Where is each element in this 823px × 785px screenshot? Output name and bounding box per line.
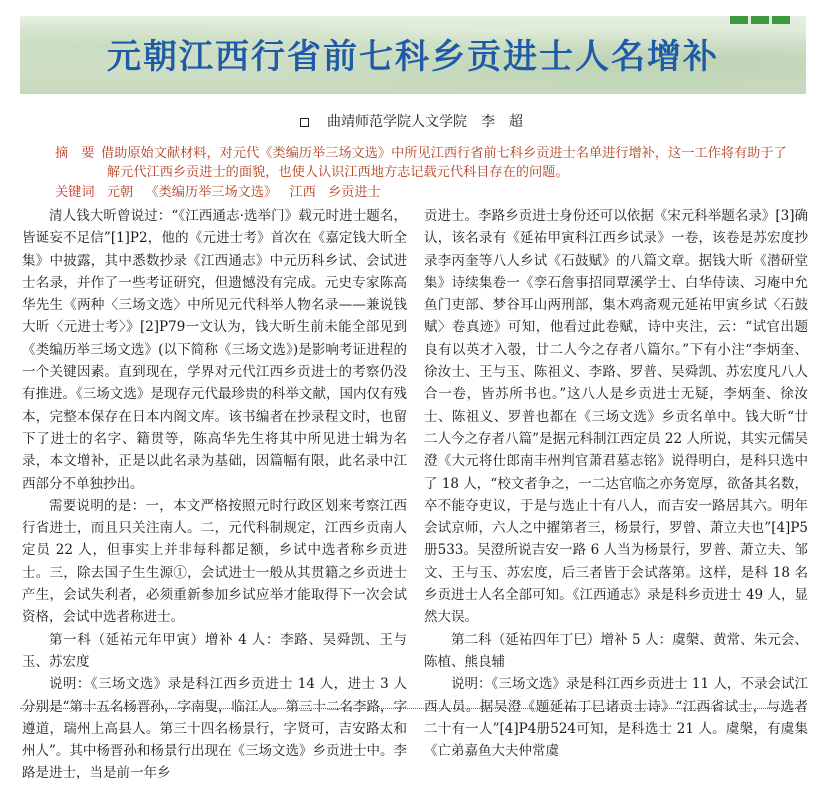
paragraph: 清人钱大昕曾说过：“《江西通志·选举门》载元时进士题名，皆诞妄不足信”[1]P2，他的《元进士考》首次在《嘉定钱大昕全集》中披露，其中悉数抄录《江西通志》中元历科乡试、会试进士名录，并作了一些考证研究，但遗憾没有完成。元史专家陈高华先生《两种〈三场文选〉中所见元代科举人物名录——兼说钱大昕〈元进士考〉》[2]P79一文认为，钱大昕生前未能全部见到《类编历举三场文选》(以下简称《三场文选》)是影响考证进程的一个关键因素。直到现在，学界对元代江西乡贡进士的考察仍没有推进。《三场文选》是现存元代最珍贵的科举文献，国内仅有残本，完整本保存在日本内阁文库。该书编者在抄录程文时，也留下了进士的名字、籍贯等，陈高华先生将其中所见进士辑为名录，本文增补，正是以此名录为基础，因篇幅有限，此名录中江西部分不单独抄出。 bbox=[22, 208, 407, 492]
keyword: 乡贡进士 bbox=[328, 185, 381, 200]
page-divider bbox=[20, 708, 806, 709]
keywords bbox=[55, 181, 389, 200]
title-banner bbox=[20, 16, 806, 94]
square-bullet-icon bbox=[300, 118, 309, 127]
author-text: 曲靖师范学院人文学院 李 超 bbox=[327, 114, 523, 130]
banner-decoration bbox=[730, 16, 790, 24]
paragraph: 需要说明的是：一，本文严格按照元时行政区划来考察江西行省进士，而且只关注南人。二，元代科制规定，江西乡贡南人定员 22 人，但事实上并非每科都足额，乡试中选者称乡贡进士。三，除去国子生生源①，会试进士一般从其贯籍之乡贡进士产生，会试失利者，必须重新参加乡试应举才能取得下一次会试资格，会试中选者称进士。 bbox=[22, 497, 407, 626]
left-column bbox=[22, 205, 407, 785]
abstract bbox=[55, 144, 795, 182]
section-heading: 第二科（延祐四年丁巳）增补 5 人：虞槃、黄常、朱元会、陈植、熊良辅 bbox=[424, 631, 808, 670]
paper-title: 元朝江西行省前七科乡贡进士人名增补 bbox=[107, 37, 719, 77]
author-line bbox=[0, 111, 823, 131]
keywords-label: 关键词 bbox=[55, 185, 95, 200]
paragraph: 贡进士。李路乡贡进士身份还可以依据《宋元科举题名录》[3]确认，该名录有《延祐甲寅科江西乡试录》一卷，该卷是苏宏度抄录李丙奎等八人乡试《石鼓赋》的八篇文章。据钱大昕《潜研堂集》诗续集卷一《孪石詹事招同覃溪学士、白华侍读、习庵中允鱼门吏部、梦谷耳山两刑部，集木鸡斋观元延祐甲寅乡试〈石鼓赋〉卷真迹》可知，他看过此卷赋，诗中夹注，云：“试官出题良有以英才入彀，廿二人今之存者八篇尔。”下有小注“李炳奎、徐汝士、王与玉、陈祖义、李路、罗普、吴舜凯、苏宏度凡八人合一卷，皆苏所书也。”这八人是乡贡进士无疑，李炳奎、徐汝士、陈祖义、罗普也都在《三场文选》乡贡名单中。钱大昕“廿二人今之存者八篇”是据元科制江西定员 22 人所说，其实元儒吴澄《大元将仕郎南丰州判官萧君墓志铭》说得明白，是科只选中了 18 人，“校文者争之，一二达官临之亦务宽厚，欲备其名数，卒不能夺吏议，于是与选止十有八人，而吉安一路居其六。明年会试京师，六人之中擢第者三，杨景行，罗曾、萧立夫也”[4]P5册533。吴澄所说吉安一路 6 人当为杨景行，罗普、萧立夫、邹文、王与玉、苏宏度，后三者皆于会试落第。这样，是科 18 名乡贡进士人名全部可知。《江西通志》录是科乡贡进士 49 人，显然大误。 bbox=[424, 208, 808, 626]
paragraph: 说明：《三场文选》录是科江西乡贡进士 14 人，进士 3 人分别是“第十五名杨晋孙，字南叟，临江人。第三十二名李路，字遵道，瑞州上高县人。第三十四名杨景行，字贤可，吉安路太和州人”。其中杨晋孙和杨景行出现在《三场文选》乡贡进士中。李路是进士，当是前一年乡 bbox=[22, 676, 407, 782]
keyword: 元朝 bbox=[106, 185, 134, 200]
section-heading: 第一科（延祐元年甲寅）增补 4 人：李路、吴舜凯、王与玉、苏宏度 bbox=[22, 631, 407, 670]
keyword: 《类编历举三场文选》 bbox=[145, 185, 278, 200]
keyword: 江西 bbox=[289, 185, 316, 200]
paragraph: 说明：《三场文选》录是科江西乡贡进士 11 人，不录会试江西人员。据吴澄《题延祐丁巳诸贡士诗》“江西省试士，与选者二十有一人”[4]P4册524可知，是科选士 21 人。虞槃，有虞集《亡弟嘉鱼大夫仲常虞 bbox=[424, 676, 808, 760]
abstract-line-1: 借助原始文献材料，对元代《类编历举三场文选》中所见江西行省前七科乡贡进士名单进行增补，这一工作将有助于了 bbox=[101, 146, 787, 161]
right-column bbox=[424, 205, 808, 762]
abstract-label: 摘 要 bbox=[55, 146, 95, 161]
abstract-line-2: 解元代江西乡贡进士的面貌，也使人认识江西地方志记载元代科目存在的问题。 bbox=[107, 165, 569, 180]
